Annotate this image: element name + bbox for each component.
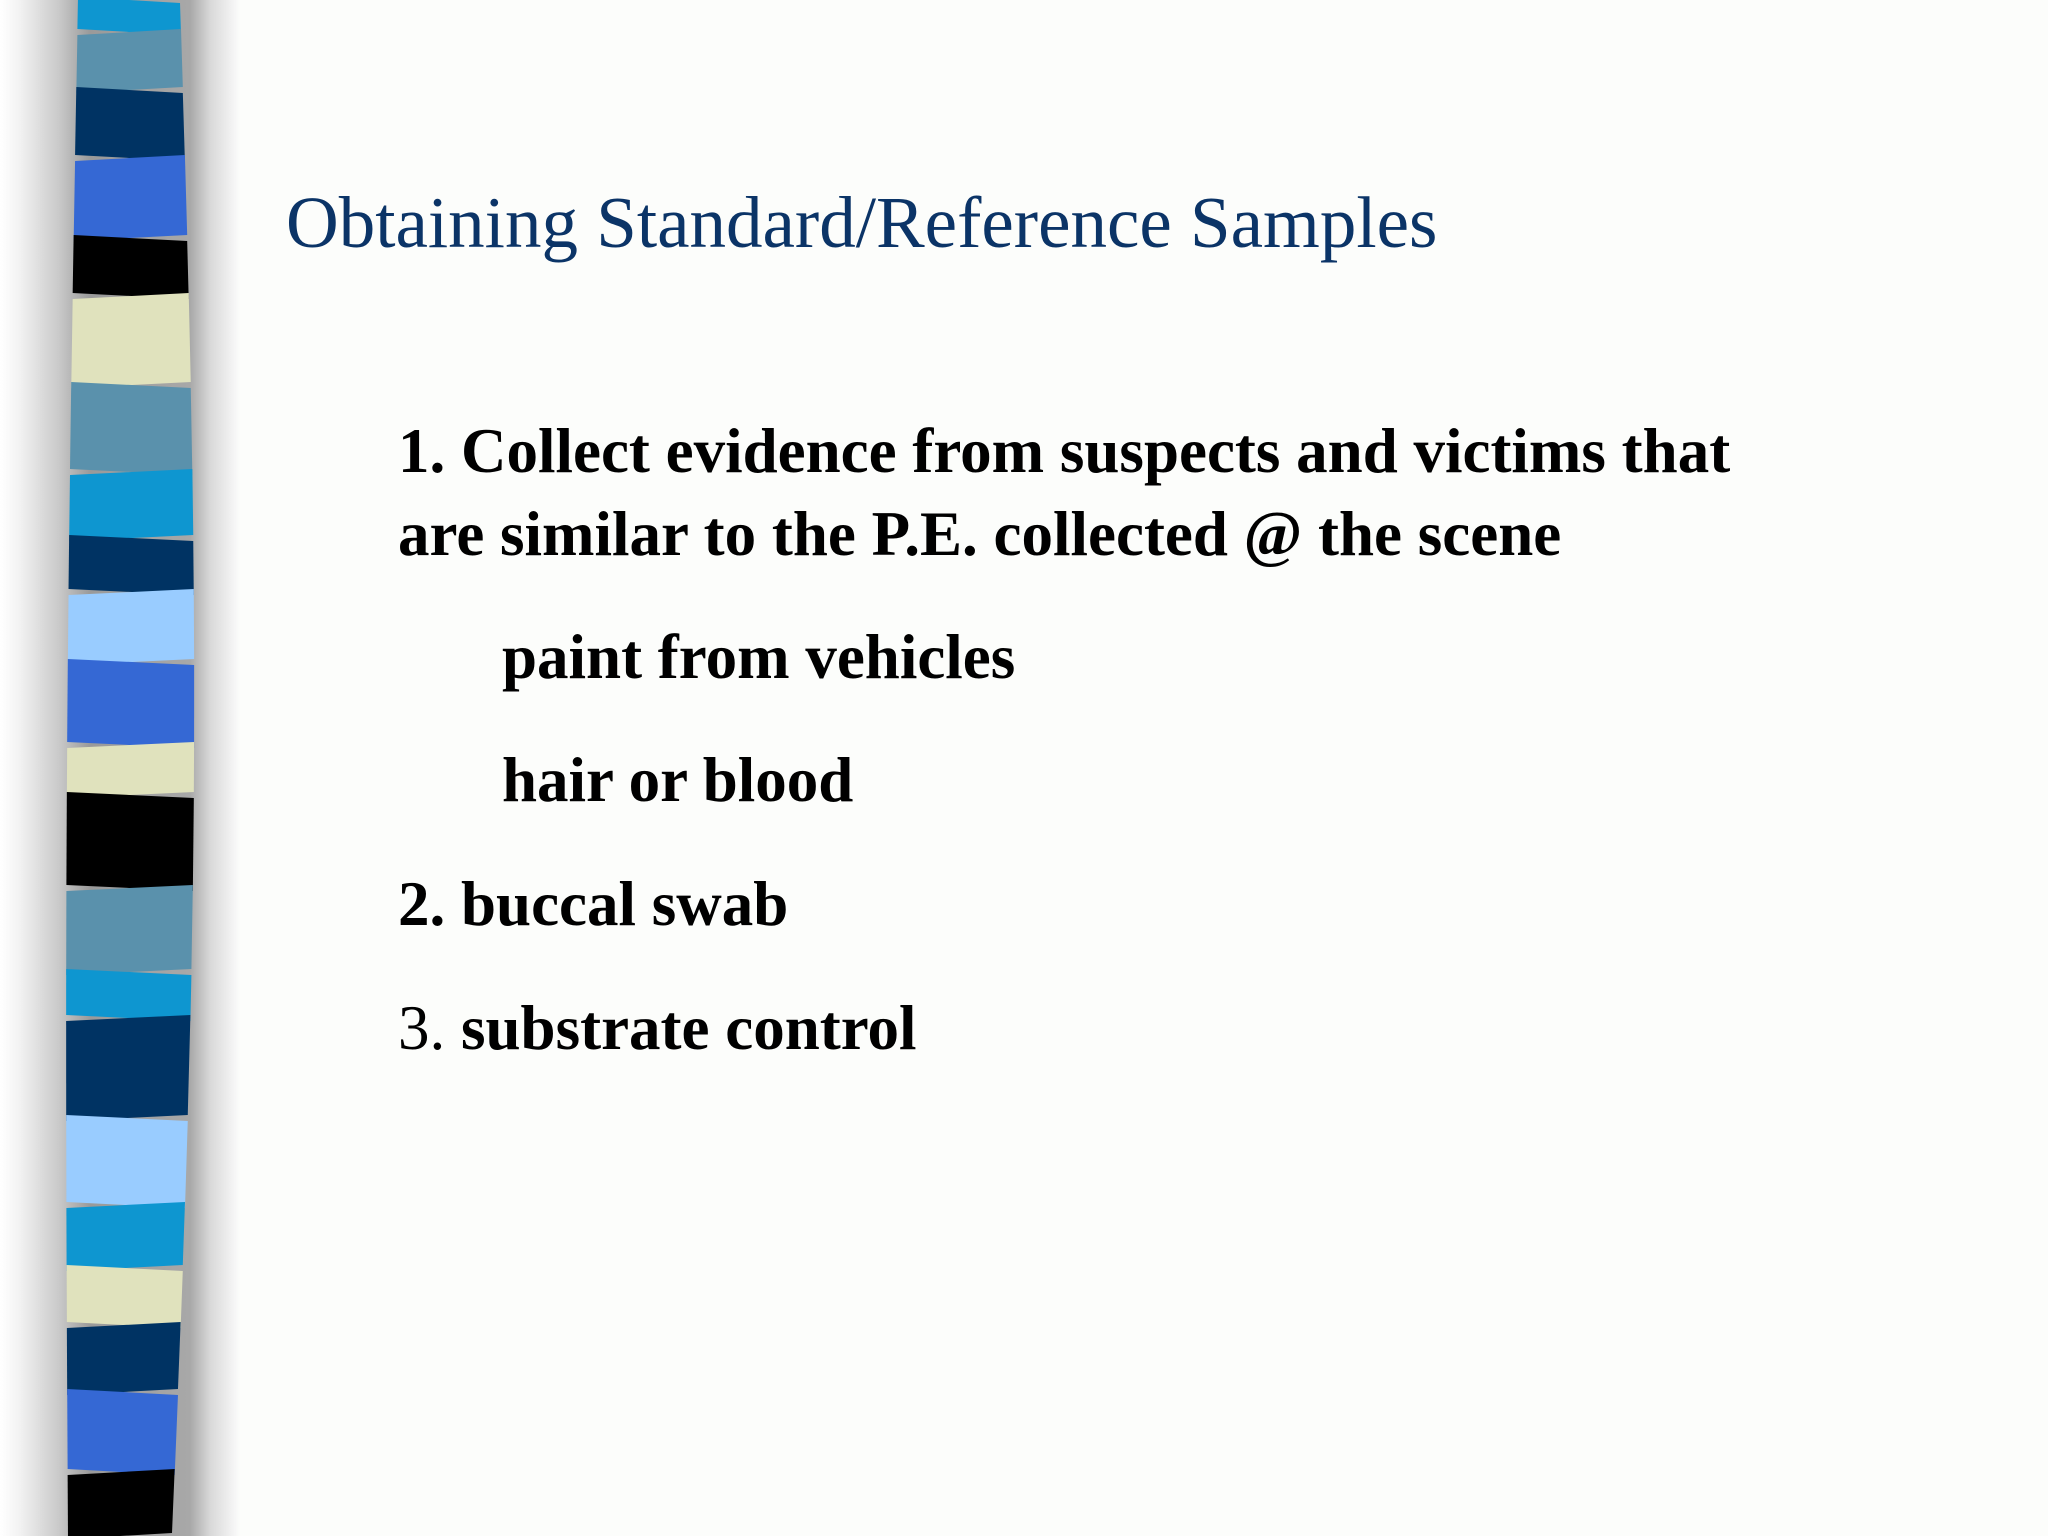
- stripe-band: [76, 29, 183, 93]
- list-item-1-number: 1.: [398, 416, 461, 486]
- stripe-band: [67, 1389, 178, 1475]
- list-item-3: [398, 987, 1738, 1070]
- sub-item-paint: paint from vehicles: [502, 622, 1016, 692]
- stripe-band: [68, 1469, 175, 1536]
- slide-body: [398, 410, 1738, 1070]
- stripe-band: [67, 1265, 183, 1328]
- stripe-band: [69, 535, 194, 595]
- stripe-band: [71, 293, 191, 388]
- stripe-band: [70, 382, 192, 475]
- stripe-band: [66, 885, 193, 975]
- stripe-band: [77, 0, 181, 35]
- list-item-3-text: substrate control: [461, 993, 917, 1063]
- slide-title: Obtaining Standard/Reference Samples: [286, 182, 1438, 263]
- decorative-stripe-bar: [0, 0, 220, 1536]
- stripe-band: [67, 659, 194, 748]
- list-item-2: [398, 863, 1738, 946]
- stripe-band: [66, 1015, 190, 1121]
- list-item-2-text: buccal swab: [461, 869, 789, 939]
- stripe-band: [75, 87, 185, 161]
- list-item-2-number: 2.: [398, 869, 461, 939]
- stripe-band: [66, 1115, 188, 1208]
- stripe-band: [73, 235, 189, 299]
- list-item-1: [398, 410, 1738, 576]
- stripe-band: [66, 969, 191, 1021]
- list-item-3-number: 3.: [398, 993, 461, 1063]
- stripe-band: [68, 589, 194, 665]
- stripe-band: [66, 792, 193, 891]
- stripe-band: [66, 1202, 185, 1271]
- sub-item-hair: hair or blood: [502, 745, 854, 815]
- stripe-band: [69, 469, 193, 541]
- list-item-1-text: Collect evidence from suspects and victims that are similar to the P.E. collected @ the scene: [398, 416, 1731, 569]
- stripe-band: [67, 1322, 181, 1395]
- stripe-band: [67, 742, 194, 798]
- stripe-band: [74, 155, 188, 241]
